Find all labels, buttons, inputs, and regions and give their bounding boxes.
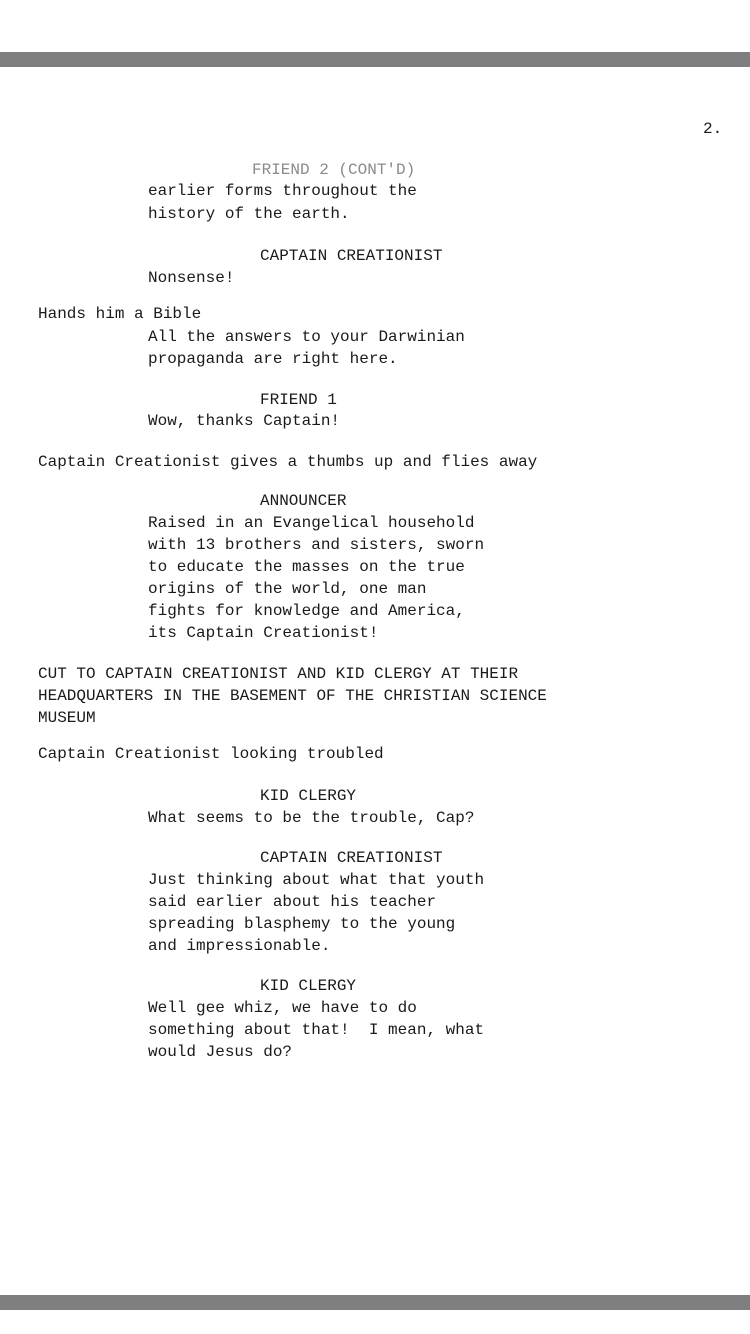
bottom-toolbar-divider bbox=[0, 1295, 750, 1310]
top-toolbar-divider bbox=[0, 52, 750, 67]
action-line: HEADQUARTERS IN THE BASEMENT OF THE CHRISTIAN SCIENCE bbox=[38, 687, 547, 705]
character-name: ANNOUNCER bbox=[260, 492, 347, 510]
dialogue-line: would Jesus do? bbox=[148, 1043, 293, 1061]
dialogue-line: spreading blasphemy to the young bbox=[148, 915, 456, 933]
dialogue-line: its Captain Creationist! bbox=[148, 624, 379, 642]
script-page[interactable] bbox=[0, 67, 750, 1295]
dialogue-line: What seems to be the trouble, Cap? bbox=[148, 809, 475, 827]
dialogue-line: origins of the world, one man bbox=[148, 580, 427, 598]
dialogue-line: Well gee whiz, we have to do bbox=[148, 999, 417, 1017]
dialogue-line: propaganda are right here. bbox=[148, 350, 398, 368]
dialogue-line: something about that! I mean, what bbox=[148, 1021, 485, 1039]
dialogue-line: Just thinking about what that youth bbox=[148, 871, 485, 889]
character-name: CAPTAIN CREATIONIST bbox=[260, 849, 443, 867]
dialogue-line: history of the earth. bbox=[148, 205, 350, 223]
action-line: Captain Creationist gives a thumbs up and flies away bbox=[38, 453, 538, 471]
action-line: Captain Creationist looking troubled bbox=[38, 745, 384, 763]
dialogue-line: Wow, thanks Captain! bbox=[148, 412, 341, 430]
dialogue-line: All the answers to your Darwinian bbox=[148, 328, 465, 346]
character-name: FRIEND 2 (CONT'D) bbox=[252, 161, 416, 179]
dialogue-line: earlier forms throughout the bbox=[148, 182, 417, 200]
character-name: KID CLERGY bbox=[260, 787, 357, 805]
dialogue-line: Nonsense! bbox=[148, 269, 235, 287]
character-name: KID CLERGY bbox=[260, 977, 357, 995]
dialogue-line: and impressionable. bbox=[148, 937, 331, 955]
dialogue-line: Raised in an Evangelical household bbox=[148, 514, 475, 532]
dialogue-line: said earlier about his teacher bbox=[148, 893, 437, 911]
character-name: CAPTAIN CREATIONIST bbox=[260, 247, 443, 265]
dialogue-line: to educate the masses on the true bbox=[148, 558, 465, 576]
action-line: Hands him a Bible bbox=[38, 305, 202, 323]
action-line: MUSEUM bbox=[38, 709, 96, 727]
character-name: FRIEND 1 bbox=[260, 391, 337, 409]
dialogue-line: with 13 brothers and sisters, sworn bbox=[148, 536, 485, 554]
page-number: 2. bbox=[703, 120, 723, 138]
action-line: CUT TO CAPTAIN CREATIONIST AND KID CLERGY AT THEIR bbox=[38, 665, 519, 683]
dialogue-line: fights for knowledge and America, bbox=[148, 602, 465, 620]
